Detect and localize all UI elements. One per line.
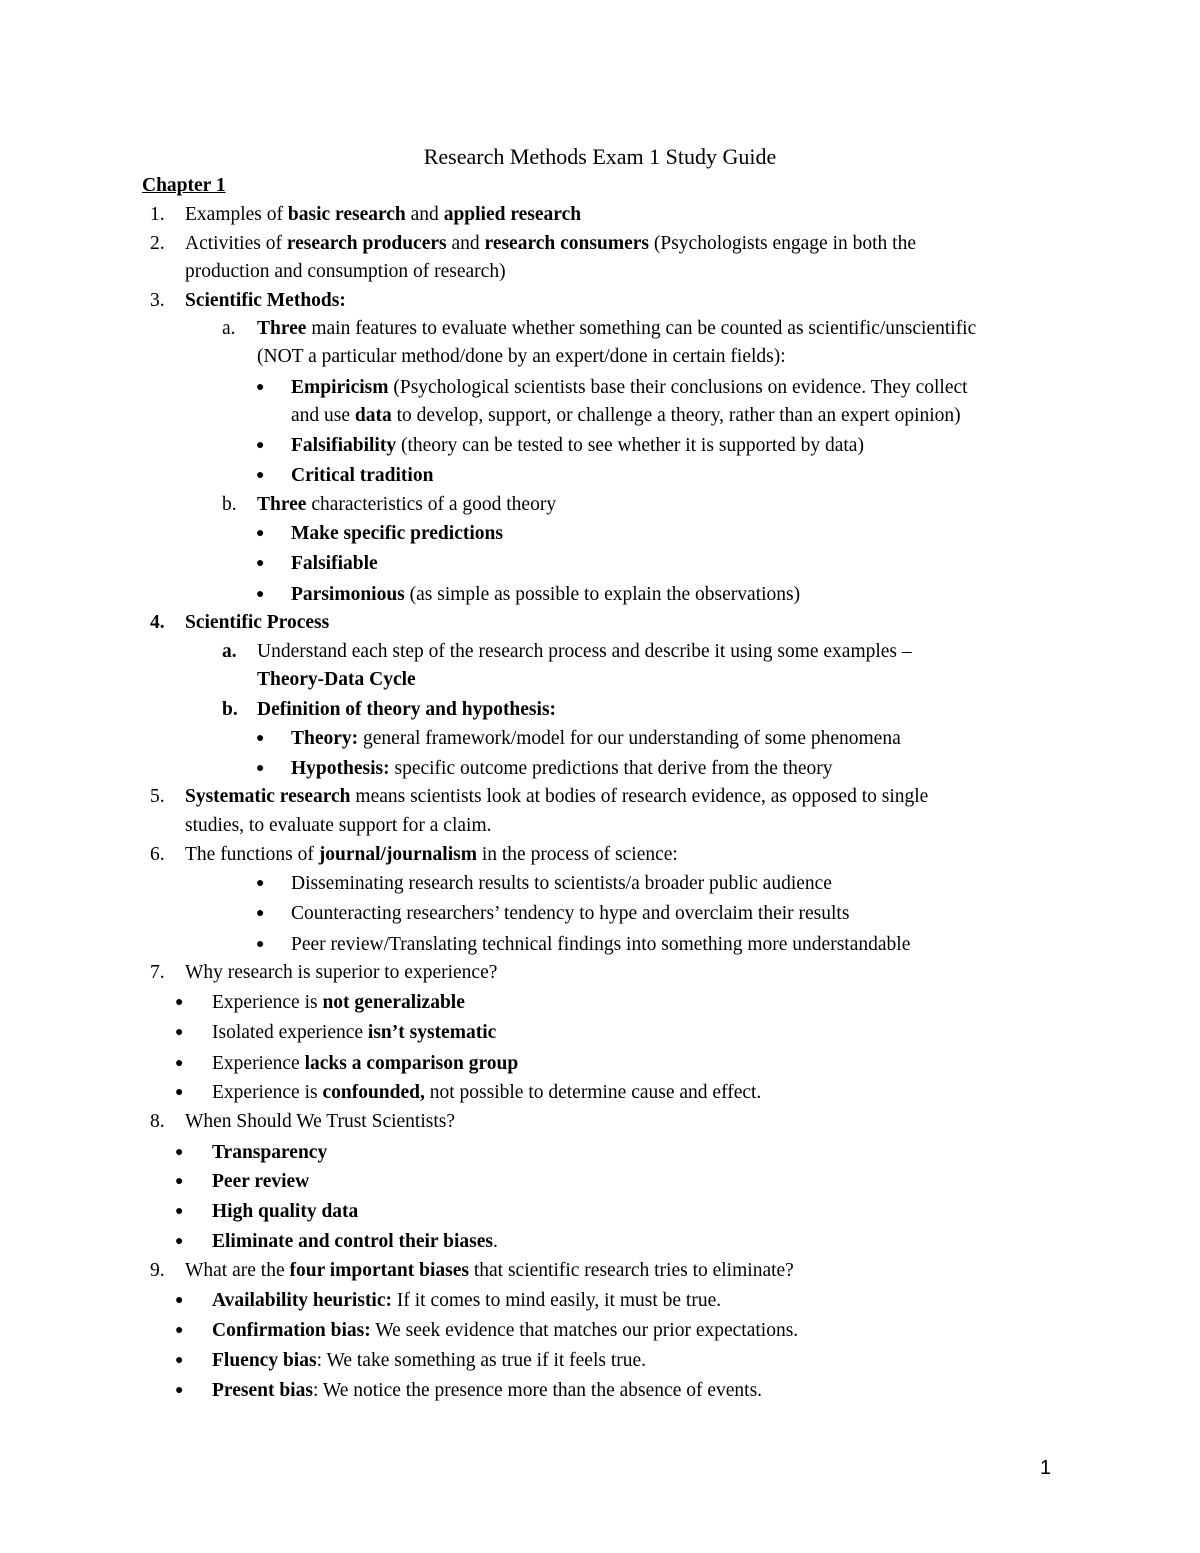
sub-item-letter: b. [222, 494, 237, 515]
item-text: What are the four important biases that scientific research tries to eliminate? [185, 1260, 794, 1281]
bullet-icon: ● [256, 906, 265, 921]
bullet-text: Eliminate and control their biases. [212, 1231, 498, 1252]
item-text: When Should We Trust Scientists? [185, 1111, 456, 1132]
bullet-item [0, 900, 1200, 930]
bullet-icon: ● [175, 1174, 184, 1189]
list-item [0, 201, 1200, 231]
bullet-item [0, 1019, 1200, 1049]
bullet-icon: ● [256, 876, 265, 891]
bullet-icon: ● [175, 1145, 184, 1160]
bullet-item [0, 462, 1200, 492]
bullet-text: Present bias: We notice the presence more than the absence of events. [212, 1380, 763, 1401]
bullet-item [0, 1139, 1200, 1169]
document-title: Research Methods Exam 1 Study Guide [423, 144, 777, 169]
sub-item-continuation [0, 343, 1200, 373]
list-item [0, 959, 1200, 989]
bullet-icon: ● [256, 937, 265, 952]
bullet-icon: ● [256, 587, 265, 602]
list-item [0, 230, 1200, 260]
bullet-text: Falsifiability (theory can be tested to see whether it is supported by data) [291, 435, 864, 456]
bullet-icon: ● [175, 1025, 184, 1040]
bullet-text: Make specific predictions [291, 523, 503, 544]
bullet-text: Disseminating research results to scientists/a broader public audience [291, 873, 832, 894]
bullet-text: Falsifiable [291, 553, 378, 574]
list-item [0, 287, 1200, 317]
bullet-icon: ● [175, 1293, 184, 1308]
bullet-text: Theory: general framework/model for our understanding of some phenomena [291, 728, 901, 749]
bullet-item [0, 1050, 1200, 1080]
bullet-icon: ● [175, 1056, 184, 1071]
bullet-icon: ● [175, 1383, 184, 1398]
chapter-heading: Chapter 1 [142, 175, 226, 196]
bullet-icon: ● [256, 438, 265, 453]
item-number: 8. [150, 1111, 165, 1132]
bullet-item [0, 520, 1200, 550]
bullet-text: Transparency [212, 1142, 328, 1163]
item-number: 1. [150, 204, 165, 225]
item-text: Scientific Methods: [185, 290, 346, 311]
bullet-item [0, 550, 1200, 580]
bullet-icon: ● [256, 556, 265, 571]
bullet-icon: ● [256, 761, 265, 776]
bullet-item [0, 870, 1200, 900]
item-number: 5. [150, 786, 165, 807]
bullet-continuation [0, 402, 1200, 432]
bullet-text: Parsimonious (as simple as possible to explain the observations) [291, 584, 801, 605]
bullet-item [0, 581, 1200, 611]
item-number: 4. [150, 612, 165, 633]
bullet-icon: ● [175, 1353, 184, 1368]
sub-item-letter: b. [222, 699, 238, 720]
bullet-text: Experience is confounded, not possible to determine cause and effect. [212, 1082, 762, 1103]
page-number: 1 [1040, 1457, 1052, 1479]
item-text: studies, to evaluate support for a claim. [185, 815, 492, 836]
bullet-item [0, 931, 1200, 961]
bullet-icon: ● [175, 1234, 184, 1249]
item-text: Systematic research means scientists look at bodies of research evidence, as opposed to single [185, 786, 929, 807]
bullet-icon: ● [175, 1204, 184, 1219]
bullet-text: Fluency bias: We take something as true if it feels true. [212, 1350, 647, 1371]
sub-item-text: Definition of theory and hypothesis: [257, 699, 557, 720]
item-number: 2. [150, 233, 165, 254]
item-text: Scientific Process [185, 612, 330, 633]
sub-item [0, 491, 1200, 521]
bullet-text: Peer review [212, 1171, 310, 1192]
bullet-item [0, 1317, 1200, 1347]
item-text: Activities of research producers and research consumers (Psychologists engage in both the [185, 233, 916, 254]
bullet-icon: ● [256, 526, 265, 541]
bullet-text: Availability heuristic: If it comes to mind easily, it must be true. [212, 1290, 722, 1311]
bullet-item [0, 1198, 1200, 1228]
bullet-item [0, 1347, 1200, 1377]
sub-item-letter: a. [222, 641, 237, 662]
chapter-heading-line [0, 172, 1200, 202]
bullet-item [0, 1079, 1200, 1109]
item-text: production and consumption of research) [185, 261, 506, 282]
bullet-icon: ● [256, 380, 265, 395]
sub-item [0, 696, 1200, 726]
item-text: Examples of basic research and applied research [185, 204, 582, 225]
bullet-item [0, 432, 1200, 462]
bullet-text: Counteracting researchers’ tendency to hype and overclaim their results [291, 903, 850, 924]
sub-item-text: Theory-Data Cycle [257, 669, 416, 690]
item-text: The functions of journal/journalism in the process of science: [185, 844, 678, 865]
bullet-text: High quality data [212, 1201, 359, 1222]
item-text: Why research is superior to experience? [185, 962, 498, 983]
list-item-continuation [0, 812, 1200, 842]
bullet-text: Experience lacks a comparison group [212, 1053, 519, 1074]
bullet-item [0, 725, 1200, 755]
item-number: 7. [150, 962, 165, 983]
bullet-icon: ● [256, 468, 265, 483]
bullet-icon: ● [175, 995, 184, 1010]
bullet-icon: ● [175, 1323, 184, 1338]
sub-item-text: (NOT a particular method/done by an expert/done in certain fields): [257, 346, 786, 367]
bullet-text: Critical tradition [291, 465, 434, 486]
bullet-text: Peer review/Translating technical findings into something more understandable [291, 934, 911, 955]
sub-item-letter: a. [222, 318, 236, 339]
item-number: 9. [150, 1260, 165, 1281]
sub-item [0, 638, 1200, 668]
bullet-text: and use data to develop, support, or challenge a theory, rather than an expert opinion) [291, 405, 961, 426]
bullet-icon: ● [256, 731, 265, 746]
sub-item-text: Three characteristics of a good theory [257, 494, 557, 515]
sub-item-text: Understand each step of the research process and describe it using some examples – [257, 641, 912, 662]
bullet-text: Experience is not generalizable [212, 992, 465, 1013]
list-item [0, 1257, 1200, 1287]
list-item [0, 609, 1200, 639]
sub-item [0, 315, 1200, 345]
bullet-text: Isolated experience isn’t systematic [212, 1022, 497, 1043]
bullet-text: Hypothesis: specific outcome predictions that derive from the theory [291, 758, 833, 779]
sub-item-continuation [0, 666, 1200, 696]
bullet-item [0, 1228, 1200, 1258]
list-item [0, 841, 1200, 871]
bullet-icon: ● [175, 1085, 184, 1100]
bullet-item [0, 1287, 1200, 1317]
bullet-text: Confirmation bias: We seek evidence that matches our prior expectations. [212, 1320, 799, 1341]
bullet-item [0, 755, 1200, 785]
list-item [0, 1108, 1200, 1138]
list-item-continuation [0, 258, 1200, 288]
bullet-text: Empiricism (Psychological scientists base their conclusions on evidence. They collect [291, 377, 968, 398]
item-number: 6. [150, 844, 165, 865]
item-number: 3. [150, 290, 165, 311]
sub-item-text: Three main features to evaluate whether something can be counted as scientific/unscientific [257, 318, 977, 339]
bullet-item [0, 989, 1200, 1019]
bullet-item [0, 374, 1200, 404]
bullet-item [0, 1377, 1200, 1407]
list-item [0, 783, 1200, 813]
bullet-item [0, 1168, 1200, 1198]
